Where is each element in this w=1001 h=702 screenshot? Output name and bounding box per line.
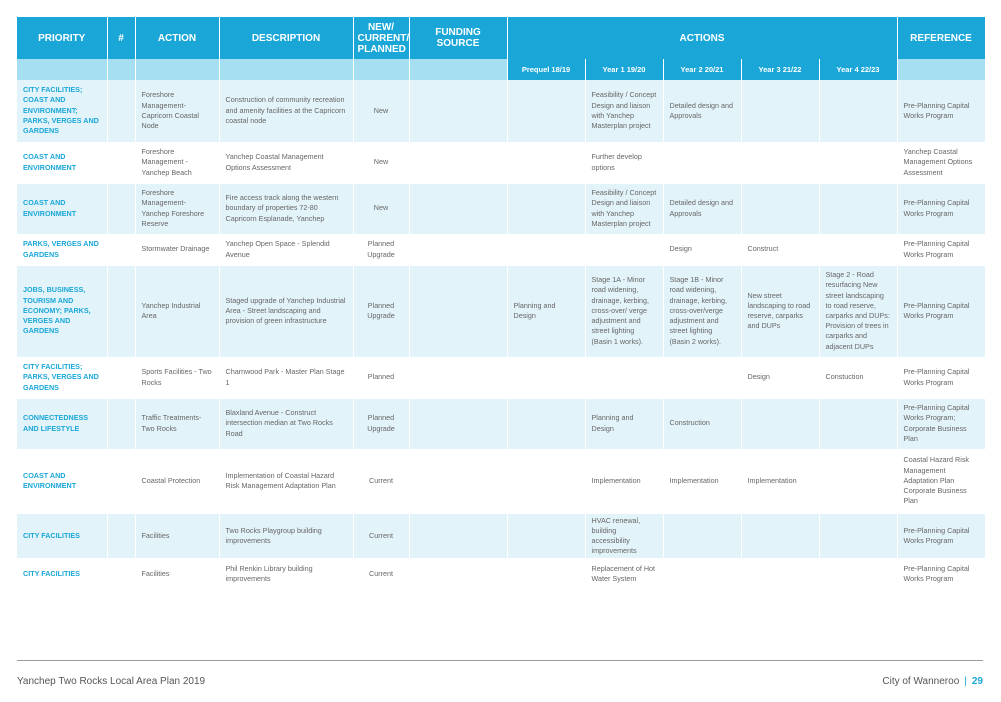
subheader-blank xyxy=(897,59,985,80)
priority-cell: CITY FACILITIES xyxy=(17,559,107,590)
action-cell: Foreshore Management- Yanchep Foreshore Reserve xyxy=(135,183,219,234)
header-reference: REFERENCE xyxy=(897,17,985,59)
table-row xyxy=(17,142,985,183)
status-cell: New xyxy=(353,183,409,234)
reference-cell: Yanchep Coastal Management Options Assessment xyxy=(897,142,985,183)
year3-cell: Design xyxy=(741,357,819,398)
subheader-blank xyxy=(135,59,219,80)
year4-cell xyxy=(819,142,897,183)
year2-cell: Implementation xyxy=(663,449,741,513)
subheader-blank xyxy=(409,59,507,80)
status-cell: Current xyxy=(353,513,409,559)
year2-cell: Design xyxy=(663,234,741,265)
year4-cell xyxy=(819,80,897,142)
year-header-3: Year 3 21/22 xyxy=(741,59,819,80)
year3-cell: Construct xyxy=(741,234,819,265)
year2-cell xyxy=(663,559,741,590)
subheader-blank xyxy=(17,59,107,80)
reference-cell: Coastal Hazard Risk Management Adaptation Plan Corporate Business Plan xyxy=(897,449,985,513)
number-cell xyxy=(107,449,135,513)
header-actions: ACTIONS xyxy=(507,17,897,59)
number-cell xyxy=(107,513,135,559)
table-row xyxy=(17,559,985,590)
funding-cell xyxy=(409,357,507,398)
table-body xyxy=(17,80,985,590)
year2-cell xyxy=(663,142,741,183)
funding-cell xyxy=(409,234,507,265)
year4-cell xyxy=(819,449,897,513)
description-cell: Construction of community recreation and amenity facilities at the Capricorn coastal node xyxy=(219,80,353,142)
table-row xyxy=(17,183,985,234)
number-cell xyxy=(107,357,135,398)
priority-cell: CONNECTEDNESS AND LIFESTYLE xyxy=(17,398,107,449)
priority-cell: CITY FACILITIES; PARKS, VERGES AND GARDENS xyxy=(17,357,107,398)
status-cell: Planned Upgrade xyxy=(353,398,409,449)
description-cell: Yanchep Open Space - Splendid Avenue xyxy=(219,234,353,265)
year4-cell xyxy=(819,183,897,234)
year1-cell: Replacement of Hot Water System xyxy=(585,559,663,590)
year2-cell: Detailed design and Approvals xyxy=(663,80,741,142)
prequel-cell: Planning and Design xyxy=(507,265,585,357)
year1-cell: Feasibility / Concept Design and liaison with Yanchep Masterplan project xyxy=(585,80,663,142)
action-cell: Facilities xyxy=(135,513,219,559)
description-cell: Yanchep Coastal Management Options Assessment xyxy=(219,142,353,183)
year3-cell xyxy=(741,398,819,449)
description-cell: Charnwood Park - Master Plan Stage 1 xyxy=(219,357,353,398)
year4-cell xyxy=(819,559,897,590)
table-row xyxy=(17,357,985,398)
year3-cell xyxy=(741,142,819,183)
priority-cell: COAST AND ENVIRONMENT xyxy=(17,449,107,513)
footer-divider xyxy=(17,660,983,661)
year-header-prequel: Prequel 18/19 xyxy=(507,59,585,80)
prequel-cell xyxy=(507,513,585,559)
reference-cell: Pre-Planning Capital Works Program xyxy=(897,234,985,265)
description-cell: Blaxland Avenue - Construct intersection median at Two Rocks Road xyxy=(219,398,353,449)
description-cell: Phil Renkin Library building improvements xyxy=(219,559,353,590)
status-cell: Planned xyxy=(353,357,409,398)
action-cell: Facilities xyxy=(135,559,219,590)
year4-cell: Stage 2 - Road resurfacing New street landscaping to road reserve, carparks and DUPs: Provision of trees in carparks and adjacent DUPs xyxy=(819,265,897,357)
year-header-1: Year 1 19/20 xyxy=(585,59,663,80)
funding-cell xyxy=(409,513,507,559)
year3-cell xyxy=(741,559,819,590)
number-cell xyxy=(107,80,135,142)
reference-cell: Pre-Planning Capital Works Program; Corporate Business Plan xyxy=(897,398,985,449)
year1-cell: Implementation xyxy=(585,449,663,513)
priority-cell: PARKS, VERGES AND GARDENS xyxy=(17,234,107,265)
footer-org-name: City of Wanneroo xyxy=(882,676,960,687)
funding-cell xyxy=(409,559,507,590)
year1-cell: Stage 1A - Minor road widening, drainage, kerbing, cross-over/ verge adjustment and street lighting (Basin 1 works). xyxy=(585,265,663,357)
header-priority: PRIORITY xyxy=(17,17,107,59)
subheader-blank xyxy=(219,59,353,80)
year1-cell xyxy=(585,357,663,398)
reference-cell: Pre-Planning Capital Works Program xyxy=(897,513,985,559)
priority-cell: COAST AND ENVIRONMENT xyxy=(17,183,107,234)
header-description: DESCRIPTION xyxy=(219,17,353,59)
reference-cell: Pre-Planning Capital Works Program xyxy=(897,80,985,142)
status-cell: Planned Upgrade xyxy=(353,265,409,357)
header-status: NEW/ CURRENT/ PLANNED xyxy=(353,17,409,59)
table-row xyxy=(17,80,985,142)
prequel-cell xyxy=(507,559,585,590)
priority-cell: COAST AND ENVIRONMENT xyxy=(17,142,107,183)
year3-cell: New street landscaping to road reserve, carparks and DUPs xyxy=(741,265,819,357)
table-row xyxy=(17,513,985,559)
priority-cell: JOBS, BUSINESS, TOURISM AND ECONOMY; PARKS, VERGES AND GARDENS xyxy=(17,265,107,357)
prequel-cell xyxy=(507,398,585,449)
funding-cell xyxy=(409,398,507,449)
year2-cell: Construction xyxy=(663,398,741,449)
capital-works-table xyxy=(17,17,986,590)
funding-cell xyxy=(409,265,507,357)
year3-cell xyxy=(741,183,819,234)
year1-cell: HVAC renewal, building accessibility improvements xyxy=(585,513,663,559)
prequel-cell xyxy=(507,449,585,513)
year1-cell: Further develop options xyxy=(585,142,663,183)
action-cell: Yanchep Industrial Area xyxy=(135,265,219,357)
number-cell xyxy=(107,142,135,183)
action-cell: Foreshore Management- Capricorn Coastal Node xyxy=(135,80,219,142)
prequel-cell xyxy=(507,357,585,398)
year2-cell: Stage 1B - Minor road widening, drainage, kerbing, cross-over/verge adjustment and street lighting (Basin 2 works). xyxy=(663,265,741,357)
status-cell: Current xyxy=(353,559,409,590)
prequel-cell xyxy=(507,234,585,265)
status-cell: Planned Upgrade xyxy=(353,234,409,265)
funding-cell xyxy=(409,183,507,234)
table-row xyxy=(17,449,985,513)
footer-document-title: Yanchep Two Rocks Local Area Plan 2019 xyxy=(17,676,206,687)
description-cell: Implementation of Coastal Hazard Risk Management Adaptation Plan xyxy=(219,449,353,513)
action-cell: Traffic Treatments- Two Rocks xyxy=(135,398,219,449)
header-funding: FUNDING SOURCE xyxy=(409,17,507,59)
year-header-2: Year 2 20/21 xyxy=(663,59,741,80)
year1-cell: Planning and Design xyxy=(585,398,663,449)
reference-cell: Pre-Planning Capital Works Program xyxy=(897,559,985,590)
number-cell xyxy=(107,234,135,265)
year2-cell: Detailed design and Approvals xyxy=(663,183,741,234)
header-action: ACTION xyxy=(135,17,219,59)
number-cell xyxy=(107,183,135,234)
year3-cell xyxy=(741,80,819,142)
priority-cell: CITY FACILITIES xyxy=(17,513,107,559)
status-cell: New xyxy=(353,142,409,183)
funding-cell xyxy=(409,449,507,513)
table-row xyxy=(17,265,985,357)
reference-cell: Pre-Planning Capital Works Program xyxy=(897,265,985,357)
reference-cell: Pre-Planning Capital Works Program xyxy=(897,183,985,234)
prequel-cell xyxy=(507,142,585,183)
footer-separator: | xyxy=(964,676,967,687)
action-cell: Coastal Protection xyxy=(135,449,219,513)
number-cell xyxy=(107,398,135,449)
table-row xyxy=(17,234,985,265)
year4-cell xyxy=(819,513,897,559)
subheader-blank xyxy=(107,59,135,80)
prequel-cell xyxy=(507,183,585,234)
year2-cell xyxy=(663,513,741,559)
prequel-cell xyxy=(507,80,585,142)
year1-cell: Feasibility / Concept Design and liaison with Yanchep Masterplan project xyxy=(585,183,663,234)
description-cell: Staged upgrade of Yanchep Industrial Area - Street landscaping and provision of green infrastructure xyxy=(219,265,353,357)
year-header-4: Year 4 22/23 xyxy=(819,59,897,80)
funding-cell xyxy=(409,80,507,142)
header-number: # xyxy=(107,17,135,59)
year2-cell xyxy=(663,357,741,398)
priority-cell: CITY FACILITIES; COAST AND ENVIRONMENT; PARKS, VERGES AND GARDENS xyxy=(17,80,107,142)
description-cell: Two Rocks Playgroup building improvements xyxy=(219,513,353,559)
year3-cell: Implementation xyxy=(741,449,819,513)
reference-cell: Pre-Planning Capital Works Program xyxy=(897,357,985,398)
funding-cell xyxy=(409,142,507,183)
action-cell: Stormwater Drainage xyxy=(135,234,219,265)
status-cell: Current xyxy=(353,449,409,513)
status-cell: New xyxy=(353,80,409,142)
action-cell: Foreshore Management - Yanchep Beach xyxy=(135,142,219,183)
footer-organisation xyxy=(882,676,983,687)
action-cell: Sports Facilities - Two Rocks xyxy=(135,357,219,398)
year1-cell xyxy=(585,234,663,265)
year3-cell xyxy=(741,513,819,559)
year4-cell xyxy=(819,398,897,449)
number-cell xyxy=(107,559,135,590)
description-cell: Fire access track along the western boundary of properties 72-80 Capricorn Esplanade, Yanchep xyxy=(219,183,353,234)
year4-cell xyxy=(819,234,897,265)
subheader-blank xyxy=(353,59,409,80)
year4-cell: Constuction xyxy=(819,357,897,398)
number-cell xyxy=(107,265,135,357)
page-number: 29 xyxy=(971,676,983,687)
table-row xyxy=(17,398,985,449)
